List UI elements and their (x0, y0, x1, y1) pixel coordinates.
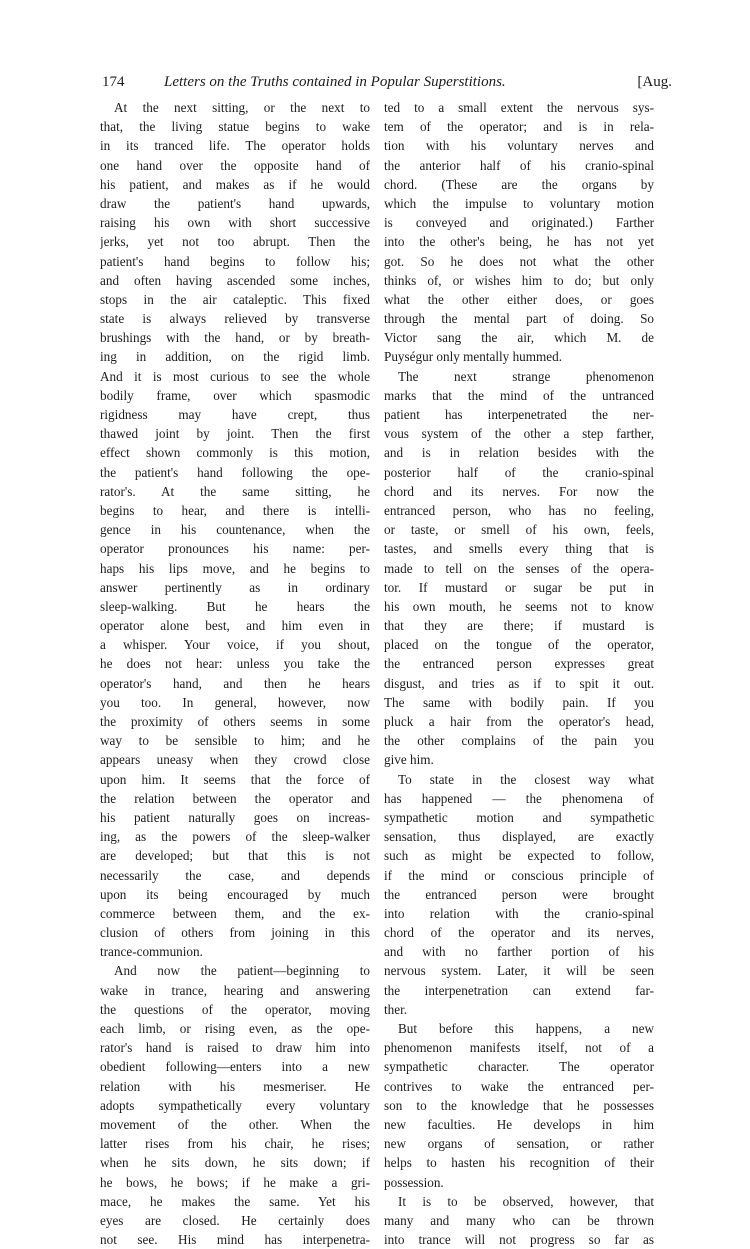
text-line: wake in trance, hearing and answering (100, 982, 370, 998)
text-line: effect shown commonly is this motion, (100, 445, 370, 461)
text-line: haps his lips move, and he begins to (100, 560, 370, 576)
text-line: ing in addition, on the rigid limb. (100, 349, 370, 365)
text-line: sensation, thus displayed, are exactly (384, 829, 654, 845)
text-line: are developed; but that this is not (100, 848, 370, 864)
text-line: which the impulse to voluntary motion (384, 195, 654, 211)
text-line: thinks of, or wishes him to do; but only (384, 272, 654, 288)
text-line: when he sits down, he sits down; if (100, 1155, 370, 1171)
text-line: is conveyed and originated.) Farther (384, 215, 654, 231)
text-line: relation with his mesmeriser. He (100, 1078, 370, 1094)
text-line: he does not hear: unless you take the (100, 656, 370, 672)
text-line: posterior half of the cranio-spinal (384, 464, 654, 480)
text-line: Victor sang the air, which M. de (384, 330, 654, 346)
text-line: patient's hand begins to follow his; (100, 253, 370, 269)
text-line: new faculties. He develops in him (384, 1116, 654, 1132)
text-line: the interpenetration can extend far- (384, 982, 654, 998)
text-line: entranced person, who has no feeling, (384, 502, 654, 518)
text-line: that they are there; if mustard is (384, 618, 654, 634)
text-line: At the next sitting, or the next to (114, 100, 370, 115)
text-line: into the other's being, he has not yet (384, 234, 654, 250)
text-line: sympathetic character. The operator (384, 1059, 654, 1075)
text-line: pluck a hair from the operator's head, (384, 714, 654, 729)
text-line: helps to hasten his recognition of their (384, 1155, 654, 1171)
text-line: such as might be expected to follow, (384, 848, 654, 864)
text-line: marks that the mind of the untranced (384, 387, 654, 403)
text-line: mace, he makes the same. Yet his (100, 1193, 370, 1209)
text-line: brushings with the hand, or by breath- (100, 330, 370, 346)
text-line: chord. (These are the organs by (384, 176, 654, 192)
text-line: upon him. It seems that the force of (100, 771, 370, 787)
text-line: and with no farther portion of his (384, 944, 654, 960)
text-line: state is always relieved by transverse (100, 311, 370, 327)
text-line: stops in the air cataleptic. This fixed (100, 291, 370, 307)
text-line: his patient naturally goes on increas- (100, 809, 370, 825)
text-line: upon its being encouraged by much (100, 886, 370, 902)
text-line: the relation between the operator and (100, 790, 370, 806)
text-line: each limb, or rising even, as the ope- (100, 1021, 370, 1036)
text-line: But before this happens, a new (398, 1021, 654, 1036)
text-line: if the mind or conscious principle of (384, 867, 654, 883)
text-line: got. So he does not what the other (384, 253, 654, 269)
text-line: The same with bodily pain. If you (384, 694, 654, 710)
text-line: chord and its nerves. For now the (384, 483, 654, 499)
text-line: the proximity of others seems in some (100, 714, 370, 729)
text-line: commerce between them, and the ex- (100, 905, 370, 921)
text-line: the questions of the operator, moving (100, 1001, 370, 1017)
text-line: It is to be observed, however, that (398, 1193, 654, 1209)
text-line: chord of the operator and its nerves, (384, 925, 654, 941)
text-line: or taste, or smell of his own, feels, (384, 522, 654, 538)
text-line: the other complains of the pain you (384, 733, 654, 749)
text-line: what the other either does, or goes (384, 291, 654, 307)
text-line: raising his own with short successive (100, 215, 370, 231)
text-line: contrives to wake the entranced per- (384, 1078, 654, 1094)
text-line: he bows, he bows; if he make a gri- (100, 1174, 370, 1190)
text-line: many and many who can be thrown (384, 1212, 654, 1228)
running-title: Letters on the Truths contained in Popular Superstitions. (164, 74, 506, 90)
text-line: one hand over the opposite hand of (100, 157, 370, 173)
text-line: The next strange phenomenon (398, 368, 654, 384)
text-line: ing, as the powers of the sleep-walker (100, 829, 370, 845)
text-line: way to be sensible to him; and he (100, 733, 370, 749)
text-line: And it is most curious to see the whole (100, 368, 370, 384)
right-column (384, 98, 654, 1249)
text-line: not see. His mind has interpenetra- (100, 1232, 370, 1248)
text-line: jerks, yet not too abrupt. Then the (100, 234, 370, 250)
text-line: thawed joint by joint. Then the first (100, 426, 370, 442)
text-line: sleep-walking. But he hears the (100, 598, 370, 614)
text-line: and often having ascended some inches, (100, 272, 370, 288)
text-line: new organs of sensation, or rather (384, 1136, 654, 1152)
text-line: rigidness may have crept, thus (100, 407, 370, 422)
text-line: draw the patient's hand upwards, (100, 195, 370, 211)
text-line: operator's hand, and then he hears (100, 675, 370, 691)
text-line: clusion of others from joining in this (100, 925, 370, 941)
text-line: rator's. At the same sitting, he (100, 483, 370, 499)
text-line: the anterior half of his cranio-spinal (384, 157, 654, 173)
text-line: rator's hand is raised to draw him into (100, 1040, 370, 1056)
text-line: tastes, and smells every thing that is (384, 541, 654, 557)
text-line: movement of the other. When the (100, 1116, 370, 1132)
text-line: latter rises from his chair, he rises; (100, 1136, 370, 1152)
text-line: eyes are closed. He certainly does (100, 1212, 370, 1228)
text-line: And now the patient—beginning to (114, 963, 370, 979)
text-line: necessarily the case, and depends (100, 867, 370, 883)
text-line: operator alone best, and him even in (100, 618, 370, 634)
text-line: made to tell on the senses of the opera- (384, 560, 654, 576)
text-line: disgust, and tries as if to spit it out. (384, 675, 654, 691)
left-column (100, 98, 370, 1249)
text-line: operator pronounces his name: per- (100, 541, 370, 557)
text-line: ther. (384, 1001, 408, 1017)
text-line: possession. (384, 1174, 444, 1190)
text-line: into relation with the cranio-spinal (384, 905, 654, 921)
text-line: placed on the tongue of the operator, (384, 637, 654, 653)
text-line: that, the living statue begins to wake (100, 119, 370, 135)
text-line: tem of the operator; and is in rela- (384, 119, 654, 135)
text-line: begins to hear, and there is intelli- (100, 502, 370, 518)
text-line: sympathetic motion and sympathetic (384, 809, 654, 825)
text-line: bodily frame, over which spasmodic (100, 387, 370, 403)
text-line: nervous system. Later, it will be seen (384, 963, 654, 979)
text-line: the entranced person expresses great (384, 656, 654, 672)
text-line: obedient following—enters into a new (100, 1059, 370, 1075)
text-line: adopts sympathetically every voluntary (100, 1097, 370, 1113)
text-line: the patient's hand following the ope- (100, 464, 370, 480)
header-month: [Aug. (637, 74, 672, 90)
text-line: the entranced person were brought (384, 886, 654, 902)
text-line: into trance will not progress so far as (384, 1232, 654, 1248)
text-line: gence in his countenance, when the (100, 522, 370, 538)
text-line: in its tranced life. The operator holds (100, 138, 370, 154)
text-line: through the mental part of doing. So (384, 311, 654, 327)
text-line: his own mouth, he seems not to know (384, 598, 654, 614)
text-line: you too. In general, however, now (100, 694, 370, 710)
text-line: a whisper. Your voice, if you shout, (100, 637, 370, 653)
text-line: phenomenon manifests itself, not of a (384, 1040, 654, 1056)
text-line: has happened — the phenomena of (384, 790, 654, 806)
text-line: To state in the closest way what (398, 771, 654, 787)
page-header (100, 70, 672, 96)
text-line: Puységur only mentally hummed. (384, 349, 563, 365)
text-line: give him. (384, 752, 434, 768)
text-line: tion with his voluntary nerves and (384, 138, 654, 154)
text-line: and is in relation besides with the (384, 445, 654, 461)
text-line: tor. If mustard or sugar be put in (384, 579, 654, 595)
text-line: his patient, and makes as if he would (100, 176, 370, 192)
text-line: ted to a small extent the nervous sys- (384, 100, 654, 115)
text-line: trance-communion. (100, 944, 203, 960)
text-line: patient has interpenetrated the ner- (384, 407, 654, 422)
text-line: answer pertinently as in ordinary (100, 579, 370, 595)
text-line: son to the knowledge that he possesses (384, 1097, 654, 1113)
page-number: 174 (102, 74, 125, 90)
text-line: appears uneasy when they crowd close (100, 752, 370, 768)
book-page (100, 70, 672, 1248)
text-line: vous system of the other a step farther, (384, 426, 654, 442)
